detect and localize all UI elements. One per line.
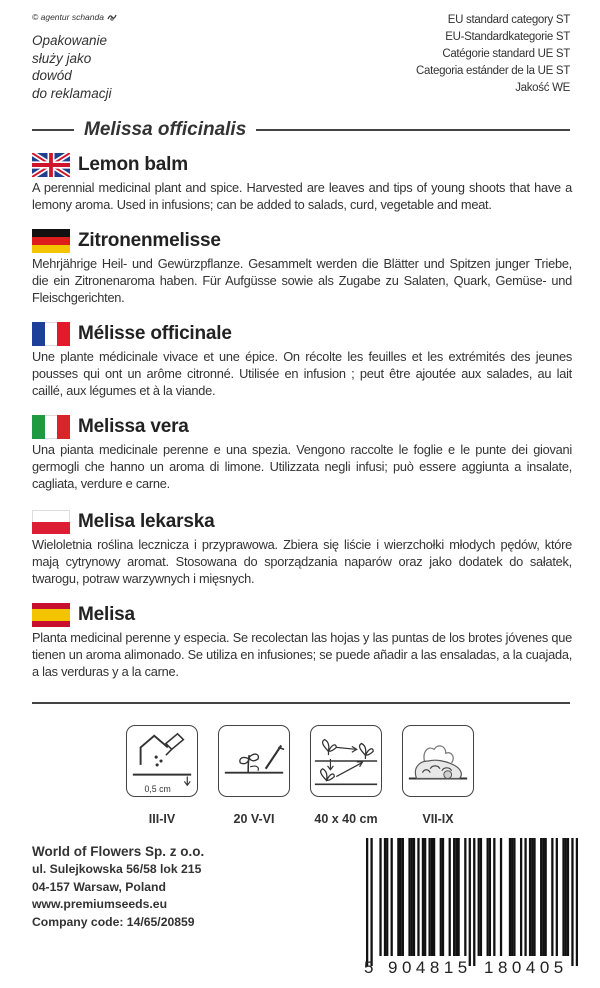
company-address-line: 04-157 Warsaw, Poland [32, 879, 166, 894]
barcode-first-digit: 5 [364, 958, 374, 977]
barcode-bar [556, 838, 558, 956]
species-title: Melissa officinalis [84, 119, 247, 140]
barcode-bar [500, 838, 502, 956]
depth-label: 0,5 cm [144, 784, 171, 795]
eu-line: Categoria estánder de la UE ST [415, 65, 570, 77]
barcode-bar [457, 838, 459, 956]
barcode-bar [428, 838, 430, 956]
barcode-right-group: 180405 [484, 958, 568, 977]
species-title-row [32, 118, 570, 142]
title-rule-right [256, 129, 570, 131]
barcode-bar [417, 838, 419, 956]
sowing-period-label: III-IV [148, 812, 176, 826]
france-flag-icon [32, 322, 70, 346]
section-text: Mehrjährige Heil- und Gewürzpflanze. Gesammelt werden die Blätter und Spitzen junger Triebe, die ein Zitronenaroma haben. Für Aufgüsse sowie als Zugabe zu Salaten, Quark, Gemüse- und Fleischgerichten. [32, 256, 572, 306]
eu-line: Catégorie standard UE ST [442, 48, 570, 60]
barcode-bar [469, 838, 471, 966]
barcode-bar [480, 838, 482, 956]
section-title: Zitronenmelisse [78, 230, 221, 251]
complaint-line: służy jako [32, 50, 92, 66]
eu-standard-block [416, 12, 570, 97]
barcode-bar [433, 838, 435, 956]
barcode-bar [391, 838, 393, 956]
barcode-bar [431, 838, 433, 956]
barcode-bar [453, 838, 455, 956]
barcode-bar [551, 838, 553, 956]
spain-flag-icon [32, 603, 70, 627]
barcode-bar [386, 838, 388, 956]
barcode-bar [562, 838, 564, 956]
barcode-bar [397, 838, 399, 956]
barcode-bar [440, 838, 442, 956]
section-title: Melisa [78, 604, 135, 625]
barcode-bar [567, 838, 569, 956]
section-title: Melisa lekarska [78, 511, 215, 532]
copyright-text: © agentur schanda [32, 12, 104, 22]
barcode-bar [413, 838, 415, 956]
section-german [32, 228, 572, 307]
barcode-bar [370, 838, 372, 966]
barcode-bar [408, 838, 410, 956]
barcode-bar [531, 838, 533, 956]
barcode-bar [422, 838, 424, 956]
eu-line: EU-Standardkategorie ST [445, 31, 570, 43]
barcode-bar [366, 838, 368, 966]
uk-flag-icon [32, 153, 70, 177]
section-text: Planta medicinal perenne y especia. Se recolectan las hojas y las puntas de los brotes jóvenes que tienen un aroma alimonado. Se utiliza en infusiones; se puede añadir a las ensaladas, a la cuajada, a las verduras y a la carne. [32, 630, 572, 680]
barcode [366, 838, 578, 966]
germany-flag-icon [32, 229, 70, 253]
company-address-line: ul. Sulejkowska 56/58 lok 215 [32, 862, 202, 877]
barcode-bar [520, 838, 522, 956]
section-title: Mélisse officinale [78, 323, 232, 344]
barcode-bar [542, 838, 544, 956]
complaint-line: dowód [32, 68, 72, 83]
barcode-bar [379, 838, 381, 956]
barcode-bar [540, 838, 542, 956]
eu-line: Jakość WE [515, 82, 570, 94]
agency-logo-icon [107, 14, 117, 21]
barcode-bar [402, 838, 404, 956]
section-english [32, 152, 572, 213]
eu-line: EU standard category ST [447, 14, 570, 26]
poland-flag-icon [32, 510, 70, 534]
complaint-line: Opakowanie [32, 33, 108, 48]
barcode-bar [442, 838, 444, 956]
section-text: Una pianta medicinale perenne e una spezia. Vengono raccolte le foglie e le punte dei giovani germogli che hanno un aroma di limone. Utilizzata negli infusi; può essere aggiunta a insalate, cagliata, verdure e carne. [32, 442, 572, 492]
section-french [32, 321, 572, 400]
barcode-bar [571, 838, 573, 966]
barcode-bar [455, 838, 457, 956]
indoor-sowing-icon [126, 725, 198, 797]
barcode-bar [384, 838, 386, 956]
barcode-bar [424, 838, 426, 956]
barcode-bar [489, 838, 491, 956]
copyright-notice [32, 12, 117, 22]
barcode-bar [449, 838, 451, 956]
barcode-bar [576, 838, 578, 966]
spacing-label: 40 x 40 cm [314, 812, 378, 826]
section-text: Wieloletnia roślina lecznicza i przyprawowa. Zbiera się liście i wierzchołki młodych pędów, które mają cytrynowy aromat. Stosowana do sporządzania naparów oraz jako dodatek do sałatek, twarogu, potraw warzywnych i mięsnych. [32, 537, 572, 587]
harvest-icon [402, 725, 474, 797]
complaint-note [32, 32, 112, 102]
barcode-bar [565, 838, 567, 956]
section-title: Lemon balm [78, 154, 188, 175]
italy-flag-icon [32, 415, 70, 439]
barcode-bar [487, 838, 489, 956]
section-polish [32, 509, 572, 588]
barcode-bar [411, 838, 413, 956]
title-rule-left [32, 129, 74, 131]
complaint-line: do reklamacji [32, 85, 112, 101]
section-spanish [32, 602, 572, 681]
barcode-bar [473, 838, 475, 966]
section-text: Une plante médicinale vivace et une épice. On récolte les feuilles et les extrémités des jeunes pousses qui ont un arôme citronné. Utilisée en infusion ; peut être ajoutée aux salades, au lait caillé, aux légumes et à la viande. [32, 349, 572, 399]
barcode-bar [509, 838, 511, 956]
company-website: www.premiumseeds.eu [32, 897, 168, 912]
barcode-bar [399, 838, 401, 956]
barcode-bar [464, 838, 466, 956]
barcode-bar [545, 838, 547, 956]
barcode-bar [533, 838, 535, 956]
section-title: Melissa vera [78, 416, 189, 437]
harvest-period-label: VII-IX [422, 812, 454, 826]
outdoor-planting-icon [218, 725, 290, 797]
spacing-icon [310, 725, 382, 797]
barcode-bar [529, 838, 531, 956]
company-block [32, 843, 204, 931]
section-italian [32, 414, 572, 493]
barcode-bar [524, 838, 526, 956]
planting-period-label: 20 V-VI [233, 812, 275, 826]
barcode-left-group: 904815 [388, 958, 472, 977]
barcode-bar [513, 838, 515, 956]
barcode-bar [511, 838, 513, 956]
barcode-bar [493, 838, 495, 956]
section-text: A perennial medicinal plant and spice. Harvested are leaves and tips of young shoots that have a lemony aroma. Used in infusions; can be added to salads, curd, vegetable and meat. [32, 180, 572, 213]
bottom-divider [32, 702, 570, 704]
company-name: World of Flowers Sp. z o.o. [32, 844, 205, 859]
barcode-bar [478, 838, 480, 956]
company-code: Company code: 14/65/20859 [32, 914, 195, 929]
